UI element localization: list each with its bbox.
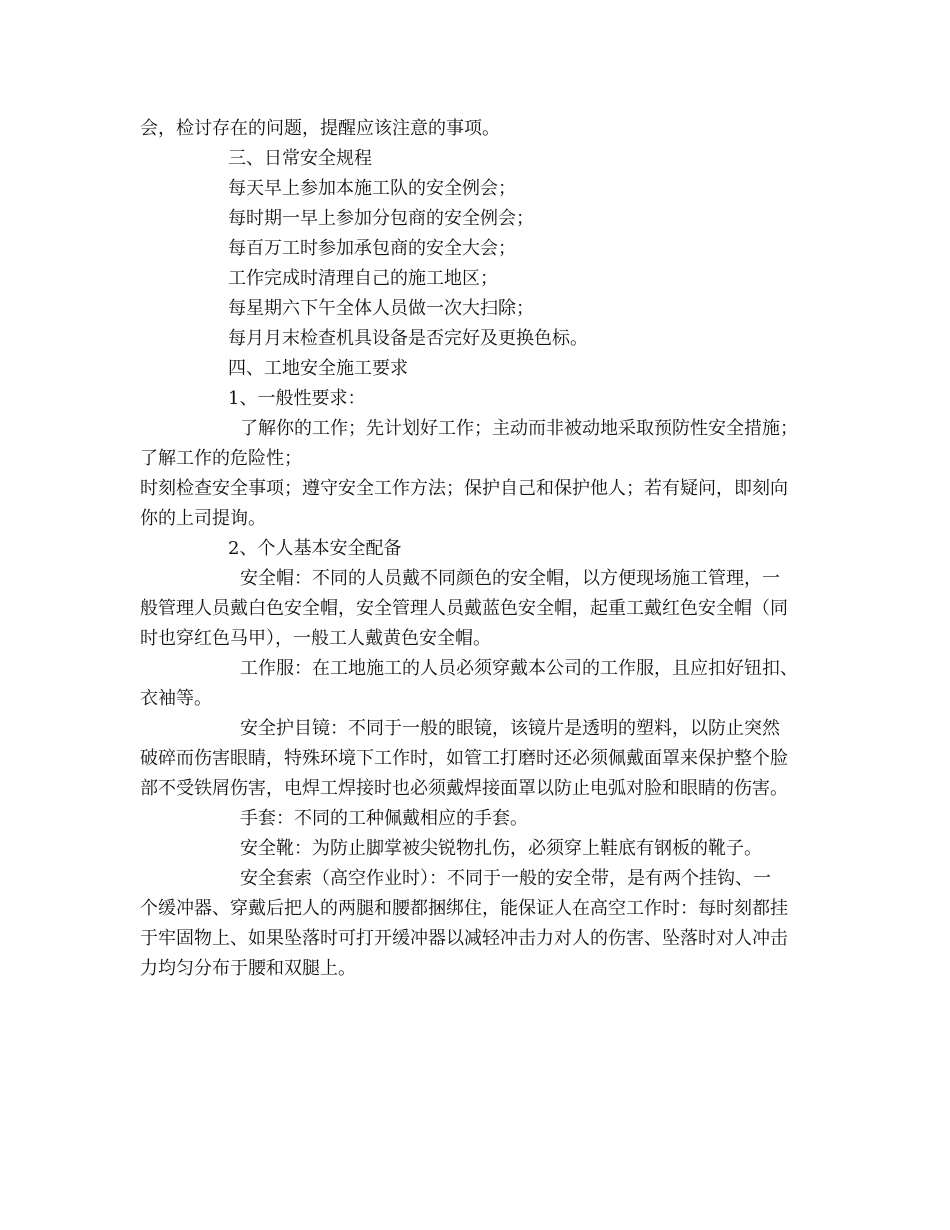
section-heading-4: 四、工地安全施工要求: [228, 358, 408, 379]
paragraph-line: 安全靴：为防止脚掌被尖锐物扎伤，必须穿上鞋底有钢板的靴子。: [240, 838, 762, 859]
paragraph-line: 个缓冲器、穿戴后把人的两腿和腰都捆绑住，能保证人在高空工作时：每时刻都挂: [140, 898, 788, 919]
paragraph-line: 安全套索（高空作业时）：不同于一般的安全带，是有两个挂钩、一: [240, 868, 771, 889]
paragraph-line: 安全帽：不同的人员戴不同颜色的安全帽，以方便现场施工管理，一: [240, 568, 780, 589]
list-item: 每天早上参加本施工队的安全例会；: [228, 178, 516, 199]
list-item: 每星期六下午全体人员做一次大扫除；: [228, 298, 534, 319]
paragraph-line: 力均匀分布于腰和双腿上。: [140, 958, 356, 979]
list-item: 工作完成时清理自己的施工地区；: [228, 268, 498, 289]
paragraph-line: 般管理人员戴白色安全帽，安全管理人员戴蓝色安全帽，起重工戴红色安全帽（同: [140, 598, 788, 619]
paragraph-line: 工作服：在工地施工的人员必须穿戴本公司的工作服，且应扣好钮扣、: [240, 658, 798, 679]
paragraph-line: 于牢固物上、如果坠落时可打开缓冲器以减轻冲击力对人的伤害、坠落时对人冲击: [140, 928, 788, 949]
list-item: 每百万工时参加承包商的安全大会；: [228, 238, 516, 259]
paragraph-line: 你的上司提询。: [140, 508, 266, 529]
paragraph-line: 安全护目镜：不同于一般的眼镜，该镜片是透明的塑料，以防止突然: [240, 718, 780, 739]
paragraph-line: 时刻检查安全事项；遵守安全工作方法；保护自己和保护他人；若有疑问，即刻向: [140, 478, 788, 499]
subsection-heading-2: 2、个人基本安全配备: [228, 538, 402, 559]
paragraph-line: 了解工作的危险性；: [140, 448, 302, 469]
paragraph-line: 手套：不同的工种佩戴相应的手套。: [240, 808, 528, 829]
paragraph-line: 破碎而伤害眼睛，特殊环境下工作时，如管工打磨时还必须佩戴面罩来保护整个脸: [140, 748, 788, 769]
section-heading-3: 三、日常安全规程: [228, 148, 372, 169]
paragraph-line: 衣袖等。: [140, 688, 212, 709]
paragraph-line: 了解你的工作；先计划好工作；主动而非被动地采取预防性安全措施；: [240, 418, 798, 439]
paragraph-line: 时也穿红色马甲），一般工人戴黄色安全帽。: [140, 628, 491, 649]
list-item: 每月月末检查机具设备是否完好及更换色标。: [228, 328, 588, 349]
paragraph-line: 部不受铁屑伤害，电焊工焊接时也必须戴焊接面罩以防止电弧对脸和眼睛的伤害。: [140, 778, 788, 799]
subsection-heading-1: 1、一般性要求：: [228, 388, 366, 409]
paragraph-line: 会，检讨存在的问题，提醒应该注意的事项。: [140, 118, 500, 139]
list-item: 每时期一早上参加分包商的安全例会；: [228, 208, 534, 229]
document-body: [140, 114, 820, 984]
